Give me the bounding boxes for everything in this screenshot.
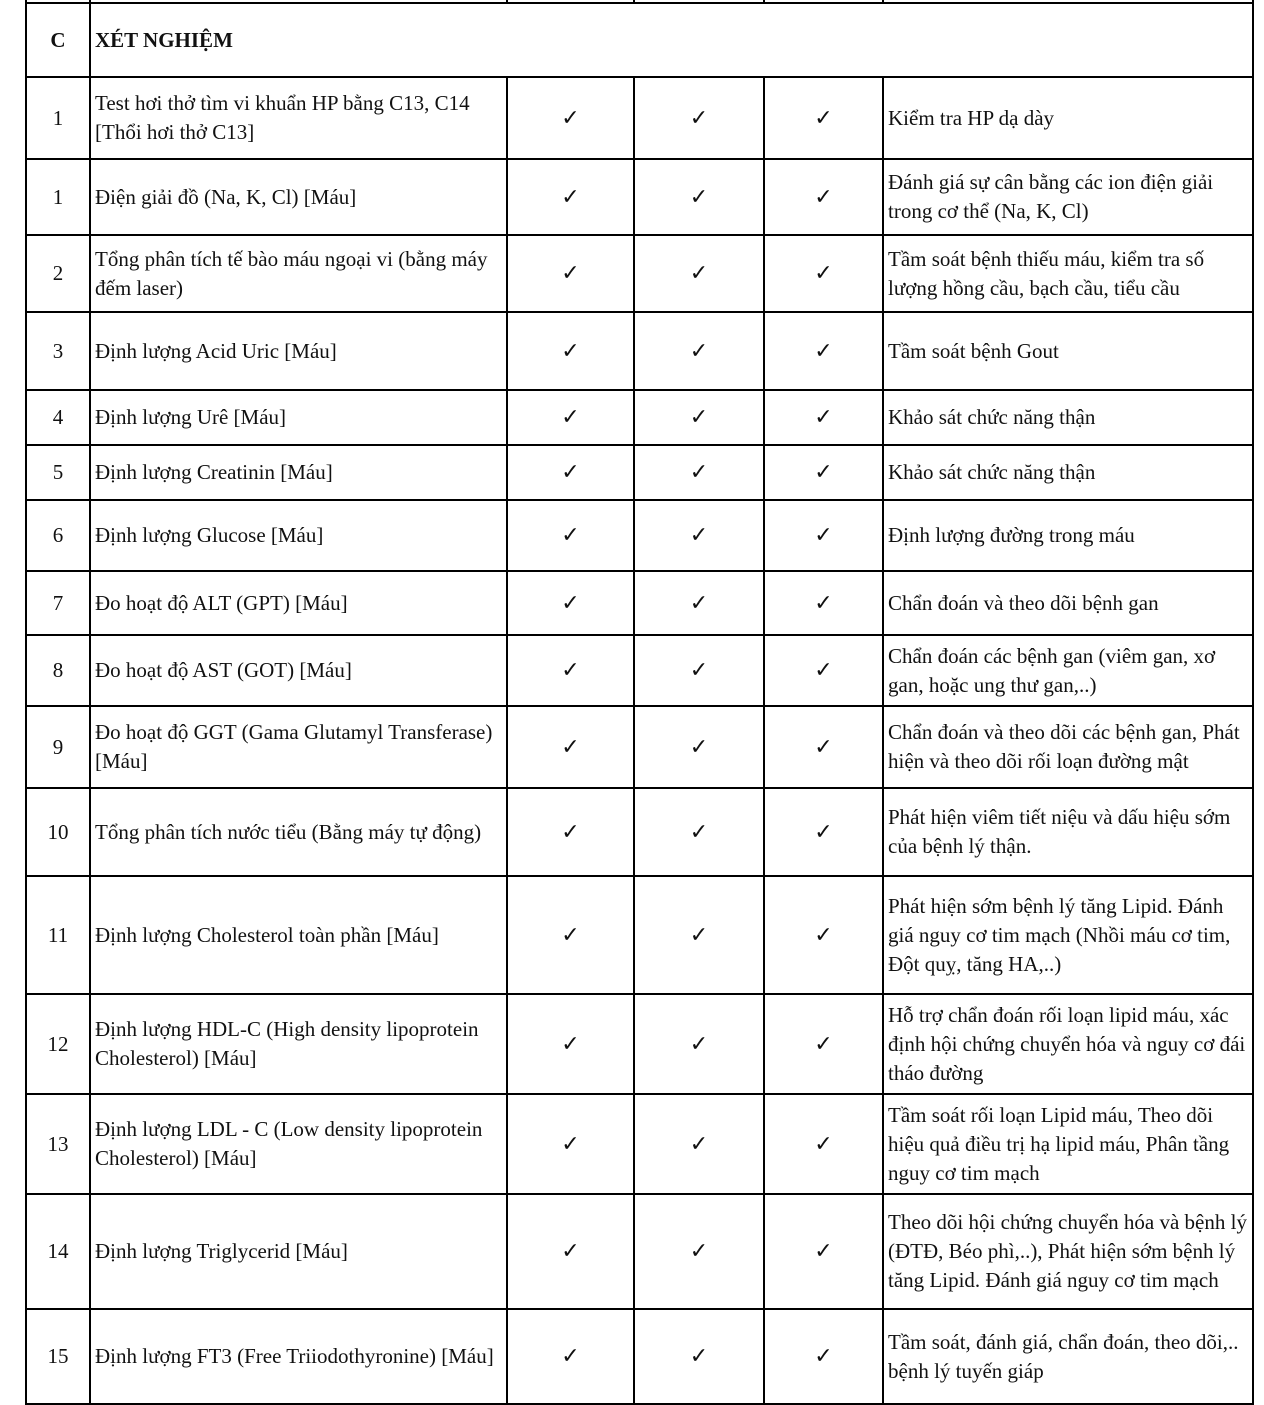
- test-description: Hỗ trợ chẩn đoán rối loạn lipid máu, xác định hội chứng chuyển hóa và nguy cơ đái tháo đường: [883, 994, 1253, 1094]
- check-mark-icon: ✓: [507, 235, 634, 312]
- row-number: 11: [26, 876, 90, 994]
- check-mark-icon: ✓: [764, 235, 883, 312]
- check-mark-icon: ✓: [507, 445, 634, 500]
- test-name: Định lượng HDL-C (High density lipoprotein Cholesterol) [Máu]: [90, 994, 507, 1094]
- test-name: Test hơi thở tìm vi khuẩn HP bằng C13, C14 [Thổi hơi thở C13]: [90, 77, 507, 159]
- check-mark-icon: ✓: [507, 159, 634, 235]
- check-mark-icon: ✓: [634, 500, 764, 571]
- check-mark-icon: ✓: [507, 77, 634, 159]
- check-mark-icon: ✓: [764, 571, 883, 635]
- check-mark-icon: ✓: [634, 706, 764, 788]
- table-row: [26, 390, 1253, 445]
- test-description: Chẩn đoán và theo dõi bệnh gan: [883, 571, 1253, 635]
- row-number: 10: [26, 788, 90, 876]
- check-mark-icon: ✓: [764, 1094, 883, 1194]
- test-name: Định lượng LDL - C (Low density lipoprotein Cholesterol) [Máu]: [90, 1094, 507, 1194]
- test-name: Định lượng Glucose [Máu]: [90, 500, 507, 571]
- row-number: 5: [26, 445, 90, 500]
- test-description: Phát hiện viêm tiết niệu và dấu hiệu sớm của bệnh lý thận.: [883, 788, 1253, 876]
- row-number: 8: [26, 635, 90, 706]
- row-number: 7: [26, 571, 90, 635]
- test-name: Định lượng Creatinin [Máu]: [90, 445, 507, 500]
- check-mark-icon: ✓: [764, 1194, 883, 1309]
- table-row: [26, 876, 1253, 994]
- row-number: 14: [26, 1194, 90, 1309]
- row-number: 4: [26, 390, 90, 445]
- check-mark-icon: ✓: [507, 312, 634, 390]
- check-mark-icon: ✓: [764, 390, 883, 445]
- check-mark-icon: ✓: [634, 390, 764, 445]
- test-description: Kiểm tra HP dạ dày: [883, 77, 1253, 159]
- test-name: Định lượng FT3 (Free Triiodothyronine) [Máu]: [90, 1309, 507, 1404]
- table-row: [26, 706, 1253, 788]
- test-name: Tổng phân tích tế bào máu ngoại vi (bằng máy đếm laser): [90, 235, 507, 312]
- row-number: 12: [26, 994, 90, 1094]
- check-mark-icon: ✓: [634, 876, 764, 994]
- section-code: C: [26, 3, 90, 77]
- table-row: [26, 1094, 1253, 1194]
- test-description: Chẩn đoán các bệnh gan (viêm gan, xơ gan, hoặc ung thư gan,..): [883, 635, 1253, 706]
- table-row: [26, 635, 1253, 706]
- table-row: [26, 571, 1253, 635]
- check-mark-icon: ✓: [507, 500, 634, 571]
- check-mark-icon: ✓: [634, 788, 764, 876]
- check-mark-icon: ✓: [764, 788, 883, 876]
- test-name: Định lượng Acid Uric [Máu]: [90, 312, 507, 390]
- row-number: 3: [26, 312, 90, 390]
- check-mark-icon: ✓: [764, 994, 883, 1094]
- test-description: Khảo sát chức năng thận: [883, 445, 1253, 500]
- check-mark-icon: ✓: [507, 706, 634, 788]
- test-description: Theo dõi hội chứng chuyển hóa và bệnh lý (ĐTĐ, Béo phì,..), Phát hiện sớm bệnh lý tăng Lipid. Đánh giá nguy cơ tim mạch: [883, 1194, 1253, 1309]
- table-row: [26, 235, 1253, 312]
- table-row: [26, 1309, 1253, 1404]
- table-row: [26, 159, 1253, 235]
- check-mark-icon: ✓: [507, 390, 634, 445]
- check-mark-icon: ✓: [634, 235, 764, 312]
- test-name: Đo hoạt độ GGT (Gama Glutamyl Transferase) [Máu]: [90, 706, 507, 788]
- row-number: 13: [26, 1094, 90, 1194]
- test-description: Phát hiện sớm bệnh lý tăng Lipid. Đánh giá nguy cơ tim mạch (Nhồi máu cơ tim, Đột quỵ, tăng HA,..): [883, 876, 1253, 994]
- row-number: 1: [26, 77, 90, 159]
- check-mark-icon: ✓: [634, 159, 764, 235]
- test-name: Điện giải đồ (Na, K, Cl) [Máu]: [90, 159, 507, 235]
- check-mark-icon: ✓: [507, 876, 634, 994]
- test-description: Tầm soát rối loạn Lipid máu, Theo dõi hiệu quả điều trị hạ lipid máu, Phân tầng nguy cơ tim mạch: [883, 1094, 1253, 1194]
- section-header-row: [26, 3, 1253, 77]
- table-row: [26, 500, 1253, 571]
- test-name: Đo hoạt độ AST (GOT) [Máu]: [90, 635, 507, 706]
- check-mark-icon: ✓: [764, 445, 883, 500]
- row-number: 2: [26, 235, 90, 312]
- test-description: Khảo sát chức năng thận: [883, 390, 1253, 445]
- check-mark-icon: ✓: [764, 312, 883, 390]
- row-number: 1: [26, 159, 90, 235]
- check-mark-icon: ✓: [764, 706, 883, 788]
- check-mark-icon: ✓: [634, 312, 764, 390]
- check-mark-icon: ✓: [764, 635, 883, 706]
- table-row: [26, 445, 1253, 500]
- check-mark-icon: ✓: [764, 159, 883, 235]
- check-mark-icon: ✓: [634, 1309, 764, 1404]
- table-row: [26, 77, 1253, 159]
- section-title: XÉT NGHIỆM: [90, 3, 1253, 77]
- test-description: Đánh giá sự cân bằng các ion điện giải trong cơ thể (Na, K, Cl): [883, 159, 1253, 235]
- check-mark-icon: ✓: [507, 571, 634, 635]
- test-name: Định lượng Cholesterol toàn phần [Máu]: [90, 876, 507, 994]
- check-mark-icon: ✓: [507, 635, 634, 706]
- test-description: Tầm soát, đánh giá, chẩn đoán, theo dõi,.. bệnh lý tuyến giáp: [883, 1309, 1253, 1404]
- check-mark-icon: ✓: [507, 1309, 634, 1404]
- table-row: [26, 994, 1253, 1094]
- check-mark-icon: ✓: [507, 1194, 634, 1309]
- xet-nghiem-table: [25, 0, 1254, 1405]
- row-number: 15: [26, 1309, 90, 1404]
- test-name: Đo hoạt độ ALT (GPT) [Máu]: [90, 571, 507, 635]
- test-description: Tầm soát bệnh thiếu máu, kiểm tra số lượng hồng cầu, bạch cầu, tiểu cầu: [883, 235, 1253, 312]
- test-description: Định lượng đường trong máu: [883, 500, 1253, 571]
- check-mark-icon: ✓: [764, 500, 883, 571]
- test-description: Tầm soát bệnh Gout: [883, 312, 1253, 390]
- table-row: [26, 312, 1253, 390]
- check-mark-icon: ✓: [764, 876, 883, 994]
- check-mark-icon: ✓: [764, 1309, 883, 1404]
- check-mark-icon: ✓: [634, 445, 764, 500]
- check-mark-icon: ✓: [634, 994, 764, 1094]
- check-mark-icon: ✓: [507, 788, 634, 876]
- test-description: Chẩn đoán và theo dõi các bệnh gan, Phát hiện và theo dõi rối loạn đường mật: [883, 706, 1253, 788]
- check-mark-icon: ✓: [634, 1194, 764, 1309]
- check-mark-icon: ✓: [634, 77, 764, 159]
- check-mark-icon: ✓: [634, 635, 764, 706]
- test-name: Định lượng Urê [Máu]: [90, 390, 507, 445]
- test-name: Định lượng Triglycerid [Máu]: [90, 1194, 507, 1309]
- check-mark-icon: ✓: [507, 994, 634, 1094]
- test-name: Tổng phân tích nước tiểu (Bằng máy tự động): [90, 788, 507, 876]
- check-mark-icon: ✓: [634, 1094, 764, 1194]
- check-mark-icon: ✓: [764, 77, 883, 159]
- check-mark-icon: ✓: [634, 571, 764, 635]
- table-row: [26, 788, 1253, 876]
- row-number: 6: [26, 500, 90, 571]
- row-number: 9: [26, 706, 90, 788]
- table-row: [26, 1194, 1253, 1309]
- check-mark-icon: ✓: [507, 1094, 634, 1194]
